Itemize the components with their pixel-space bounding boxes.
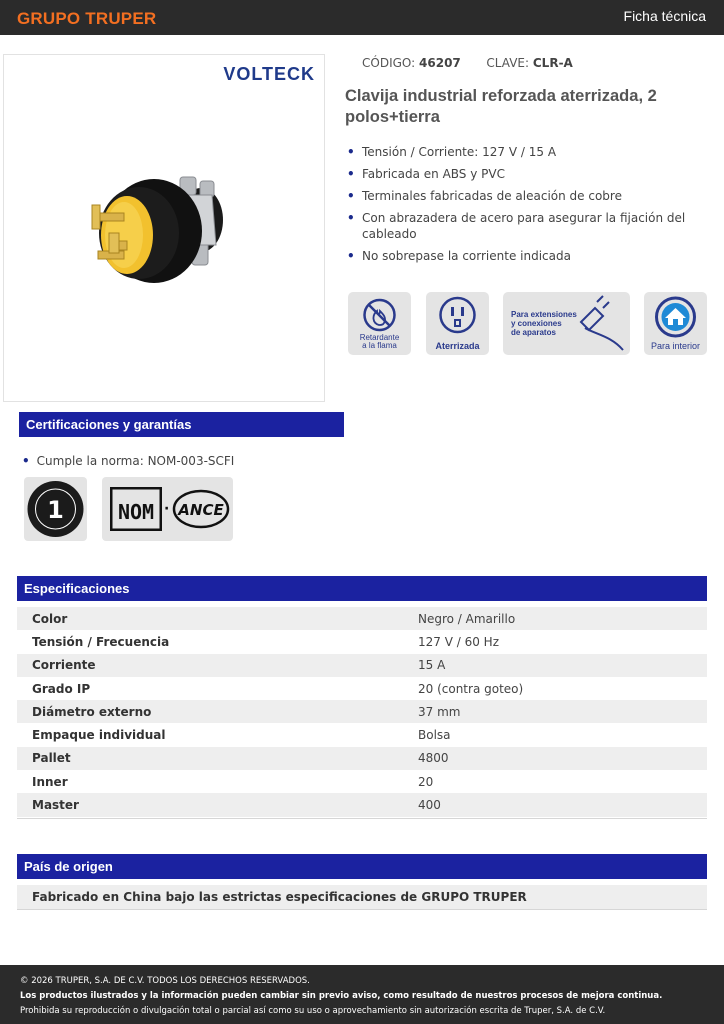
certification-text: Cumple la norma: NOM-003-SCFI xyxy=(36,454,235,468)
spec-value: 20 xyxy=(418,774,434,789)
certifications-header: Certificaciones y garantías xyxy=(19,412,344,437)
feature-item: • Fabricada en ABS y PVC xyxy=(345,167,710,183)
logo-separator: · xyxy=(164,501,170,517)
indoor-house-icon xyxy=(644,293,707,339)
key-label: CLAVE: xyxy=(486,56,530,70)
table-divider xyxy=(17,818,707,819)
warranty-number: 1 xyxy=(47,496,64,524)
plug-product-image xyxy=(4,55,326,403)
key-value: CLR-A xyxy=(532,56,573,70)
code-value: 46207 xyxy=(419,56,461,70)
specifications-header: Especificaciones xyxy=(17,576,707,601)
flame-retardant-tile xyxy=(348,292,411,355)
spec-label: Pallet xyxy=(17,747,418,770)
warranty-badge-icon xyxy=(24,477,87,541)
tile-label: y conexiones xyxy=(511,319,562,328)
table-row xyxy=(17,747,707,770)
tile-label: Retardante xyxy=(359,333,400,342)
product-image-panel xyxy=(3,54,325,402)
footer xyxy=(0,965,724,1024)
tile-label: Para interior xyxy=(650,341,701,351)
code-label: CÓDIGO: xyxy=(362,56,416,70)
table-row xyxy=(17,770,707,793)
top-bar xyxy=(0,0,724,35)
footer-copyright: © 2026 TRUPER, S.A. DE C.V. TODOS LOS DERECHOS RESERVADOS. xyxy=(20,976,310,986)
spec-label: Master xyxy=(17,793,418,816)
spec-value: 15 A xyxy=(418,654,707,677)
extension-plug-icon xyxy=(573,292,628,355)
volteck-logo: VOLTECK xyxy=(223,64,315,84)
ance-logo-icon xyxy=(172,487,230,531)
ance-logo-text: ANCE xyxy=(178,501,224,519)
footer-legal: Prohibida su reproducción o divulgación total o parcial así como su uso o aprovechamiento sin autorización escrita de Truper, S.A. de C.V. xyxy=(20,1005,606,1016)
nom-ance-tile xyxy=(102,477,233,541)
origin-text: Fabricado en China bajo las estrictas especificaciones de GRUPO TRUPER xyxy=(17,885,707,910)
nom-logo-icon xyxy=(110,487,162,531)
spec-value: 400 xyxy=(418,793,707,816)
spec-label: Corriente xyxy=(17,654,418,677)
certification-item: • Cumple la norma: NOM-003-SCFI xyxy=(22,454,235,468)
tile-label: a la flama xyxy=(362,341,397,350)
feature-item: • Con abrazadera de acero para asegurar la fijación del cableado xyxy=(345,211,710,242)
spec-label: Grado IP xyxy=(32,681,91,696)
spec-value: 37 mm xyxy=(418,700,707,723)
spec-label: Tensión / Frecuencia xyxy=(32,634,170,649)
flame-retardant-icon xyxy=(348,295,411,335)
tile-label: Para extensiones xyxy=(511,310,577,319)
table-row xyxy=(17,723,707,746)
spec-value: Bolsa xyxy=(418,728,451,743)
product-title: Clavija industrial reforzada aterrizada, 2 polos+tierra xyxy=(345,87,657,126)
spec-value: 4800 xyxy=(418,747,707,770)
feature-list xyxy=(345,145,710,271)
grounded-outlet-icon xyxy=(426,294,489,338)
spec-label: Inner xyxy=(32,774,68,789)
specifications-table xyxy=(17,607,707,817)
tile-label: de aparatos xyxy=(511,328,556,337)
extension-tile xyxy=(503,292,630,355)
tile-label: Aterrizada xyxy=(435,341,480,351)
footer-notice: Los productos ilustrados y la información pueden cambiar sin previo aviso, como resultado de nuestros procesos de mejora continua. xyxy=(20,990,663,1001)
nom-logo-text: NOM xyxy=(117,500,155,524)
table-row xyxy=(17,793,707,816)
feature-item: • Tensión / Corriente: 127 V / 15 A xyxy=(345,145,710,161)
feature-item: • Terminales fabricadas de aleación de cobre xyxy=(345,189,710,205)
product-codes xyxy=(362,56,573,70)
warranty-tile xyxy=(24,477,87,541)
spec-label: Diámetro externo xyxy=(17,700,418,723)
spec-value: 20 (contra goteo) xyxy=(418,681,524,696)
origin-header: País de origen xyxy=(17,854,707,879)
spec-label: Empaque individual xyxy=(32,728,166,743)
table-row xyxy=(17,654,707,677)
brand-logo: GRUPO TRUPER xyxy=(17,9,157,28)
document-title: Ficha técnica xyxy=(623,8,706,24)
indoor-tile xyxy=(644,292,707,355)
grounded-tile xyxy=(426,292,489,355)
table-row xyxy=(17,700,707,723)
table-row xyxy=(17,607,707,630)
spec-label: Color xyxy=(17,607,418,630)
spec-value: 127 V / 60 Hz xyxy=(418,634,500,649)
table-row xyxy=(17,630,707,653)
table-row xyxy=(17,677,707,700)
feature-item: • No sobrepase la corriente indicada xyxy=(345,249,710,265)
spec-value: Negro / Amarillo xyxy=(418,607,707,630)
